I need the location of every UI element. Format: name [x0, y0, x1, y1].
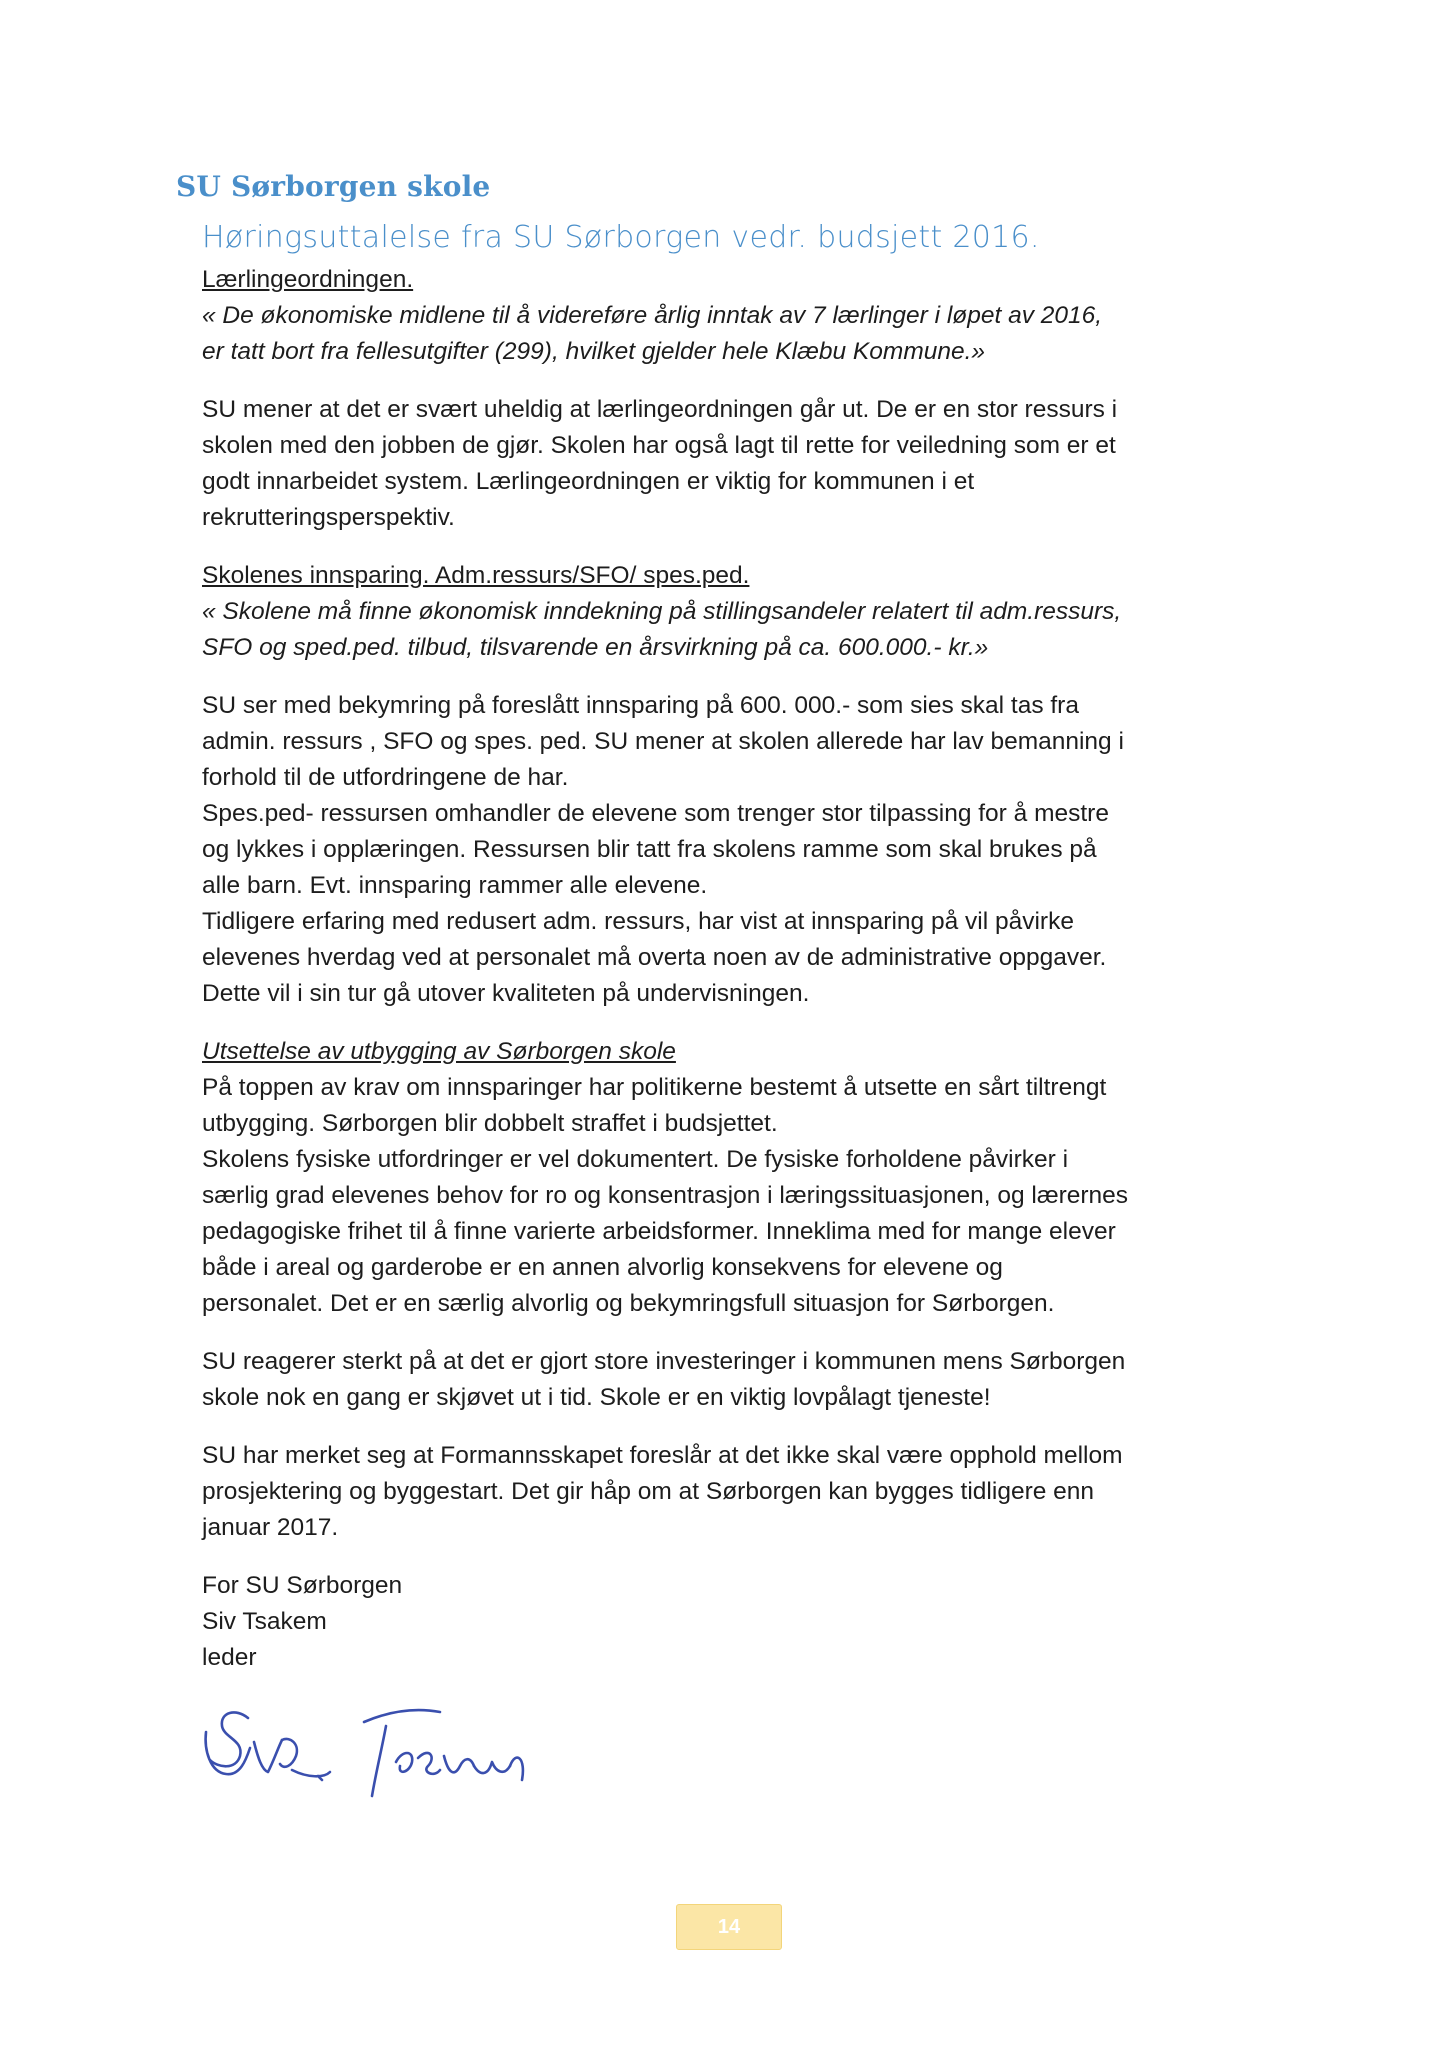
paragraph-line: pedagogiske frihet til å finne varierte arbeidsformer. Inneklima med for mange elever — [202, 1218, 1116, 1245]
paragraph-line: forhold til de utfordringene de har. — [202, 764, 569, 791]
paragraph-line: Skolens fysiske utfordringer er vel dokumentert. De fysiske forholdene påvirker i — [202, 1146, 1069, 1173]
section-heading-innsparing: Skolenes innsparing. Adm.ressurs/SFO/ spes.ped. — [202, 562, 750, 589]
paragraph-line: særlig grad elevenes behov for ro og konsentrasjon i læringssituasjonen, og lærernes — [202, 1182, 1129, 1209]
signoff-role: leder — [202, 1644, 257, 1671]
paragraph-line: skole nok en gang er skjøvet ut i tid. Skole er en viktig lovpålagt tjeneste! — [202, 1384, 991, 1411]
paragraph-line: admin. ressurs , SFO og spes. ped. SU mener at skolen allerede har lav bemanning i — [202, 728, 1124, 755]
quote-line: « De økonomiske midlene til å videreføre årlig inntak av 7 lærlinger i løpet av 2016, — [202, 302, 1103, 329]
paragraph-line: både i areal og garderobe er en annen alvorlig konsekvens for elevene og — [202, 1254, 1003, 1281]
paragraph-line: skolen med den jobben de gjør. Skolen har også lagt til rette for veiledning som er et — [202, 432, 1116, 459]
paragraph-line: Spes.ped- ressursen omhandler de elevene som trenger stor tilpassing for å mestre — [202, 800, 1109, 827]
paragraph-line: alle barn. Evt. innsparing rammer alle elevene. — [202, 872, 708, 899]
paragraph-line: og lykkes i opplæringen. Ressursen blir tatt fra skolens ramme som skal brukes på — [202, 836, 1097, 863]
paragraph-line: SU reagerer sterkt på at det er gjort store investeringer i kommunen mens Sørborgen — [202, 1348, 1126, 1375]
paragraph-line: På toppen av krav om innsparinger har politikerne bestemt å utsette en sårt tiltrengt — [202, 1074, 1107, 1101]
signoff-line: For SU Sørborgen — [202, 1572, 403, 1599]
signoff-name: Siv Tsakem — [202, 1608, 327, 1635]
paragraph-line: Tidligere erfaring med redusert adm. ressurs, har vist at innsparing på vil påvirke — [202, 908, 1074, 935]
paragraph-line: personalet. Det er en særlig alvorlig og bekymringsfull situasjon for Sørborgen. — [202, 1290, 1055, 1317]
paragraph-line: Dette vil i sin tur gå utover kvaliteten på undervisningen. — [202, 980, 810, 1007]
quote-line: SFO og sped.ped. tilbud, tilsvarende en årsvirkning på ca. 600.000.- kr.» — [202, 634, 989, 661]
paragraph-line: elevenes hverdag ved at personalet må overta noen av de administrative oppgaver. — [202, 944, 1107, 971]
quote-line: er tatt bort fra fellesutgifter (299), hvilket gjelder hele Klæbu Kommune.» — [202, 338, 986, 365]
handwritten-signature — [196, 1700, 556, 1810]
document-subtitle: Høringsuttalelse fra SU Sørborgen vedr. budsjett 2016. — [202, 220, 1040, 255]
paragraph-line: januar 2017. — [202, 1514, 339, 1541]
paragraph-line: SU mener at det er svært uheldig at lærlingeordningen går ut. De er en stor ressurs i — [202, 396, 1118, 423]
section-heading-utbygging: Utsettelse av utbygging av Sørborgen skole — [202, 1038, 676, 1065]
page-number-badge: 14 — [676, 1904, 782, 1950]
school-title: SU Sørborgen skole — [176, 170, 491, 203]
document-body — [202, 262, 1262, 1676]
paragraph-line: rekrutteringsperspektiv. — [202, 504, 455, 531]
paragraph-line: SU har merket seg at Formannsskapet foreslår at det ikke skal være opphold mellom — [202, 1442, 1123, 1469]
paragraph-line: godt innarbeidet system. Lærlingeordningen er viktig for kommunen i et — [202, 468, 975, 495]
paragraph-line: utbygging. Sørborgen blir dobbelt straffet i budsjettet. — [202, 1110, 778, 1137]
paragraph-line: prosjektering og byggestart. Det gir håp om at Sørborgen kan bygges tidligere enn — [202, 1478, 1095, 1505]
paragraph-line: SU ser med bekymring på foreslått innsparing på 600. 000.- som sies skal tas fra — [202, 692, 1079, 719]
quote-line: « Skolene må finne økonomisk inndekning på stillingsandeler relatert til adm.ressurs, — [202, 598, 1122, 625]
signoff-block — [202, 1568, 1262, 1676]
section-heading-laerling: Lærlingeordningen. — [202, 266, 414, 293]
